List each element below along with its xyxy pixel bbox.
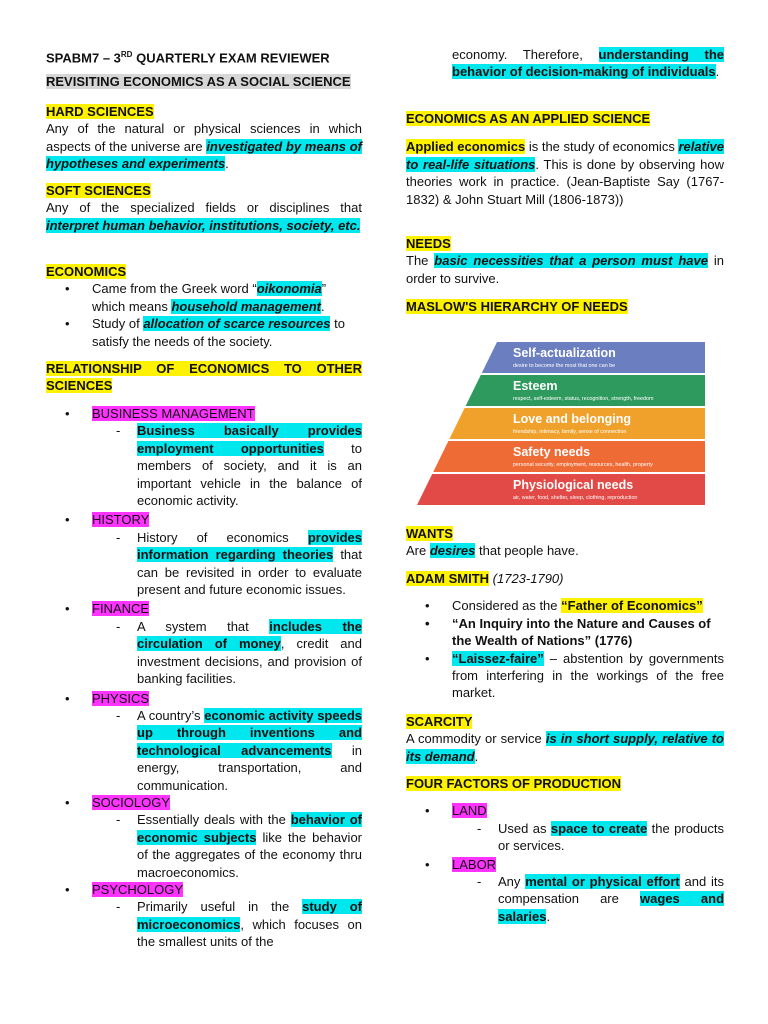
economics-heading: ECONOMICS	[46, 264, 127, 279]
pyramid-level-name: Physiological needs	[513, 478, 634, 492]
adam-smith-years: (1723-1790)	[489, 571, 564, 586]
scarcity-text: A commodity or service is in short supply, relative to its demand.	[406, 731, 724, 764]
list-item-sociology-desc: - Essentially deals with the behavior of economic subjects like the behavior of the aggregates of the economy thru macroeconomics.	[116, 812, 363, 880]
list-item-sociology: • SOCIOLOGY	[46, 794, 362, 811]
list-item-finance: • FINANCE	[46, 600, 362, 617]
list-item-psychology-desc: - Primarily useful in the study of microeconomics, which focuses on the smallest units of the	[116, 899, 362, 950]
soft-sciences-highlight: interpret human behavior, institutions, society, etc.	[46, 217, 361, 233]
pyramid-level-name: Self-actualization	[513, 346, 616, 360]
economics-list	[46, 280, 362, 350]
page-subtitle: REVISITING ECONOMICS AS A SOCIAL SCIENCE	[46, 74, 351, 89]
adam-smith-list	[406, 597, 724, 701]
title-text-rest: QUARTERLY EXAM REVIEWER	[132, 50, 330, 66]
pyramid-level-desc: friendship, intimacy, family, sense of connection	[513, 429, 627, 435]
subtitle-block	[46, 73, 362, 90]
factors-heading: FOUR FACTORS OF PRODUCTION	[406, 776, 621, 791]
pyramid-level-desc: personal security, employment, resources, health, property	[513, 462, 653, 468]
continuation-block: economy. Therefore, understanding the behavior of decision-making of individuals.	[452, 47, 725, 80]
wants-section	[406, 525, 724, 560]
list-item-physics: • PHYSICS	[46, 690, 362, 707]
list-item-history-desc: - History of economics provides information regarding theories that can be revisited in order to evaluate present and future economic issues.	[116, 529, 362, 598]
list-item-history: • HISTORY	[46, 511, 362, 528]
hard-sciences-text: Any of the natural or physical sciences in which aspects of the universe are investigated by means of hypotheses and experiments.	[46, 121, 362, 172]
needs-section	[406, 235, 724, 287]
applied-heading: ECONOMICS AS AN APPLIED SCIENCE	[406, 111, 651, 126]
wants-heading: WANTS	[406, 526, 453, 541]
needs-text: The basic necessities that a person must have in order to survive.	[406, 253, 724, 286]
list-item-finance-desc: - A system that includes the circulation of money, credit and investment decisions, and provision of banking facilities.	[116, 618, 362, 687]
list-item-business: • BUSINESS MANAGEMENT	[46, 405, 362, 422]
relationship-heading: RELATIONSHIP OF ECONOMICS TO OTHER SCIENCES	[46, 361, 362, 394]
pyramid-level-desc: air, water, food, shelter, sleep, clothing, reproduction	[513, 495, 638, 501]
applied-text: Applied economics is the study of economics relative to real-life situations. This is done by observing how theories work in practice. (Jean-Baptiste Say (1767-1832) & John Stuart Mill (1806-1873))	[406, 139, 724, 207]
soft-sciences-text: Any of the specialized fields or disciplines that interpret human behavior, institutions, society, etc.	[46, 200, 362, 233]
title-superscript: RD	[120, 50, 133, 59]
page-title	[46, 46, 362, 67]
soft-sciences-heading: SOFT SCIENCES	[46, 183, 151, 198]
pyramid-level-desc: desire to become the most that one can be	[513, 363, 616, 369]
maslow-pyramid	[413, 336, 713, 506]
maslow-section	[406, 298, 724, 315]
factors-section	[406, 775, 724, 925]
list-item-labor: • LABOR	[406, 856, 724, 873]
list-item: • Came from the Greek word “oikonomia” which means household management.	[46, 280, 362, 315]
list-item-land: • LAND	[406, 802, 724, 819]
list-item: • Study of allocation of scarce resources to satisfy the needs of the society.	[46, 315, 362, 350]
adam-smith-section	[406, 570, 724, 702]
scarcity-section	[406, 713, 724, 765]
relationship-list	[46, 405, 362, 951]
list-item: • Considered as the “Father of Economics”	[406, 597, 724, 614]
applied-section	[406, 110, 724, 208]
hard-sciences-heading: HARD SCIENCES	[46, 104, 154, 119]
needs-heading: NEEDS	[406, 236, 451, 251]
pyramid-level-name: Love and belonging	[513, 412, 632, 426]
list-item: • “An Inquiry into the Nature and Causes of the Wealth of Nations” (1776)	[406, 615, 724, 650]
list-item: • “Laissez-faire” – abstention by governments from interfering in the workings of the free market.	[406, 650, 724, 702]
maslow-heading: MASLOW'S HIERARCHY OF NEEDS	[406, 299, 628, 314]
economics-section	[46, 263, 362, 350]
list-item-business-desc: - Business basically provides employment opportunities to members of society, and it is an important vehicle in the balance of economic activity.	[116, 423, 362, 509]
list-item-labor-desc: - Any mental or physical effort and its compensation are wages and salaries.	[477, 874, 725, 924]
wants-text: Are desires that people have.	[406, 543, 579, 559]
adam-smith-heading: ADAM SMITH	[406, 571, 490, 586]
pyramid-level-name: Safety needs	[513, 445, 591, 459]
list-item-physics-desc: - A country’s economic activity speeds up through inventions and technological advancements in energy, transportation, and communication.	[116, 707, 363, 793]
title-text: SPABM7 – 3	[46, 50, 121, 66]
soft-sciences-section	[46, 182, 362, 234]
pyramid-level-name: Esteem	[513, 379, 558, 393]
pyramid-level-desc: respect, self-esteem, status, recognition, strength, freedom	[513, 396, 654, 402]
list-item-psychology: • PSYCHOLOGY	[46, 881, 362, 898]
list-item-land-desc: - Used as space to create the products or services.	[477, 820, 724, 854]
hard-sciences-section	[46, 103, 362, 173]
scarcity-heading: SCARCITY	[406, 714, 473, 729]
hard-sciences-highlight: investigated by means of hypotheses and experiments	[46, 138, 362, 172]
relationship-section	[46, 360, 362, 395]
